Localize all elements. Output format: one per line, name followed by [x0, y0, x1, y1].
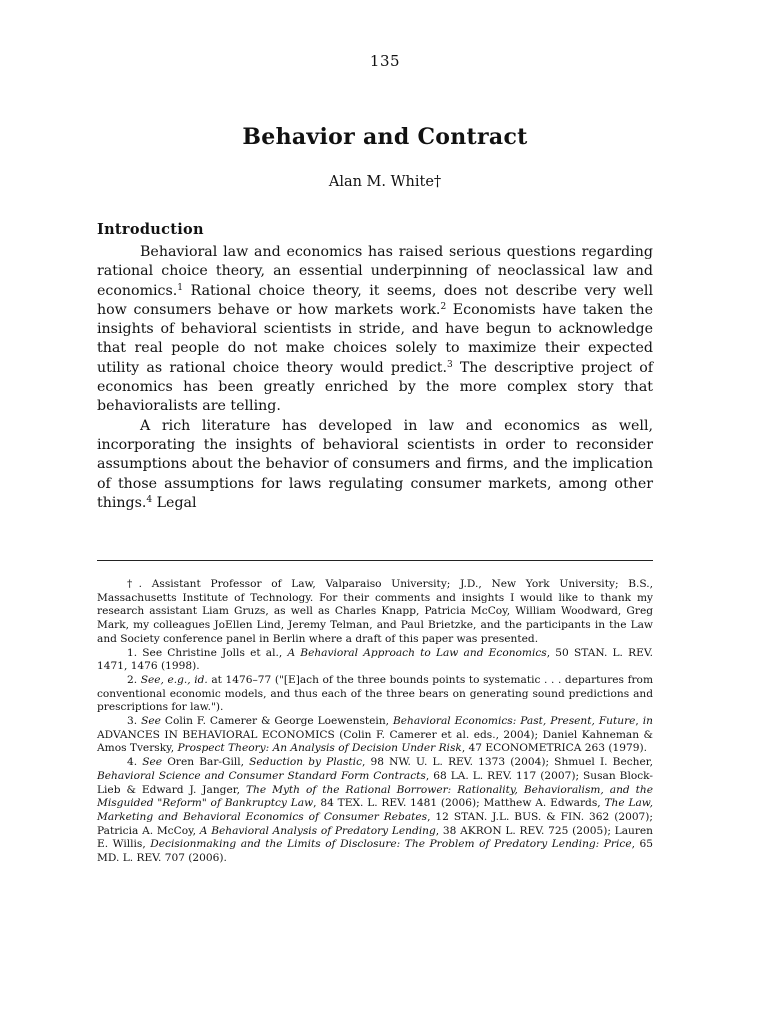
body-text-run: Legal: [152, 494, 197, 511]
body-text-run: Behavioral law and economics has raised serious questions regarding rational choice theory, an essential underpinning of neoclassical law and economics.: [97, 244, 653, 299]
footnote-text: , 38 AKRON L. REV. 725 (2005); Lauren E. Willis,: [97, 824, 653, 851]
footnote-text: , 84 TEX. L. REV. 1481 (2006); Matthew A. Edwards,: [313, 797, 605, 810]
section-heading: Introduction: [97, 221, 204, 238]
footnote-signal: See: [142, 756, 163, 769]
footnote-2: [97, 674, 653, 715]
footnote-text: 3.: [127, 715, 142, 728]
footnote-text: at 1476–77 ("[E]ach of the three bounds points to systematic . . . departures from conventional economic models, and thus each of the three bears on generating sound predictions and prescriptions for law.").: [97, 673, 653, 714]
body-text-run: Economists have taken the insights of behavioral scientists in stride, and have begun to acknowledge that real people do not make choices solely to maximize their expected utility as rational choice theory would predict.: [97, 301, 653, 376]
body-text-run: A rich literature has developed in law and economics as well, incorporating the insights of behavioral scientists in order to reconsider assumptions about the behavior of consumers and firms, and the implication of those assumptions for laws regulating consumer markets, among other things.: [97, 417, 653, 511]
footnote-text: , 65 MD. L. REV. 707 (2006).: [97, 838, 653, 865]
footnote-text: 2.: [127, 673, 141, 686]
footnote-ref[interactable]: 4: [146, 494, 153, 505]
footnote-cited-title: A Behavioral Analysis of Predatory Lending: [199, 824, 436, 837]
footnote-text: Oren Bar-Gill,: [162, 756, 250, 769]
footnote-text: ,: [635, 715, 643, 728]
page-number: 135: [369, 52, 401, 70]
footnote-cited-title: A Behavioral Approach to Law and Economics: [287, 646, 547, 659]
footnote-text: ADVANCES IN BEHAVIORAL ECONOMICS (Colin F. Camerer et al. eds., 2004); Daniel Kahneman & Amos Tversky,: [97, 728, 653, 755]
footnote-text: , 68 LA. L. REV. 117 (2007); Susan Block-Lieb & Edward J. Janger,: [97, 769, 653, 796]
footnote-cited-title: Decisionmaking and the Limits of Disclosure: The Problem of Predatory Lending: Price: [150, 838, 632, 851]
footnote-text: , 12 STAN. J.L. BUS. & FIN. 362 (2007); Patricia A. McCoy,: [97, 810, 654, 837]
footnote-text: 1. See Christine Jolls et al.,: [127, 646, 288, 659]
footnote-signal: in: [642, 715, 653, 728]
article-title: Behavior and Contract: [242, 124, 528, 150]
footnote-3: [97, 715, 653, 756]
footnote-ref[interactable]: 3: [446, 359, 453, 370]
footnote-divider: [97, 560, 653, 561]
footnote-text: , 50 STAN. L. REV. 1471, 1476 (1998).: [97, 646, 653, 673]
footnote-signal: See: [141, 715, 161, 728]
footnote-cited-title: Behavioral Science and Consumer Standard Form Contracts: [97, 769, 426, 782]
footnote-cited-title: The Law, Marketing and Behavioral Economics of Consumer Rebates: [97, 797, 653, 823]
article-author: Alan M. White†: [328, 174, 442, 190]
body-paragraph: [97, 417, 653, 513]
body-text-run: The descriptive project of economics has been greatly enriched by the more complex story that behavioralists are telling.: [97, 359, 653, 415]
footnote-signal: See, e.g., id.: [140, 673, 208, 686]
footnote-cited-title: The Myth of the Rational Borrower: Rationality, Behavioralism, and the Misguided "Reform" of Bankruptcy Law: [97, 783, 653, 810]
footnote-4: [97, 756, 653, 866]
body-paragraph: [97, 243, 653, 417]
footnote-ref[interactable]: 1: [177, 282, 184, 293]
footnote-1: [97, 647, 653, 674]
footnote-text: , 47 ECONOMETRICA 263 (1979).: [461, 742, 647, 755]
footnote-text: 4.: [127, 756, 143, 769]
footnote-text: , 98 NW. U. L. REV. 1373 (2004); Shmuel I. Becher,: [362, 756, 654, 769]
footnote-dagger: [97, 578, 653, 647]
footnote-text: †. Assistant Professor of Law, Valparaiso University; J.D., New York University; B.S., Massachusetts Institute of Technology. For their comments and insights I would like to thank my research assistant Liam Gruzs, as well as Charles Knapp, Patricia McCoy, William Woodward, Greg Mark, my colleagues JoEllen Lind, Jeremy Telman, and Paul Brietzke, and the participants in the Law and Society conference panel in Berlin where a draft of this paper was presented.: [97, 578, 653, 645]
body-text: [97, 243, 653, 513]
footnote-cited-title: Prospect Theory: An Analysis of Decision Under Risk: [177, 742, 462, 755]
body-text-run: Rational choice theory, it seems, does not describe very well how consumers behave or how markets work.: [97, 282, 653, 318]
footnotes: [97, 578, 653, 866]
footnote-cited-title: Behavioral Economics: Past, Present, Future: [392, 715, 636, 728]
footnote-cited-title: Seduction by Plastic: [249, 756, 363, 769]
footnote-ref[interactable]: 2: [440, 301, 447, 312]
footnote-text: Colin F. Camerer & George Loewenstein,: [160, 715, 393, 728]
